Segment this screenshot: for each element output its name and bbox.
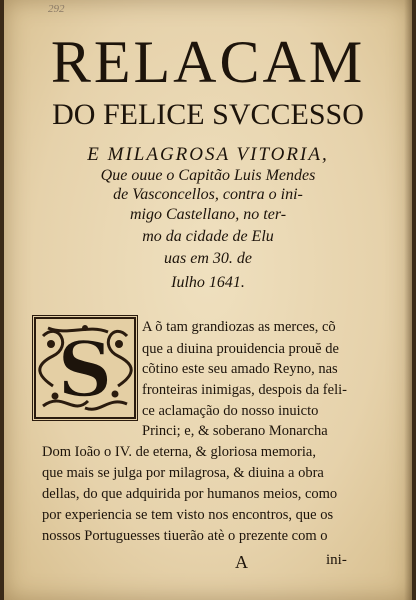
body-line: por experiencia se tem visto nos encontros, que os <box>42 507 334 523</box>
title-line-2: DO FELICE SVCCESSO <box>52 98 364 131</box>
body-line: Dom Ioão o IV. de eterna, & gloriosa memoria, <box>42 444 316 460</box>
body-line: nossos Portuguesses tiuerão atè o prezente com o <box>42 528 328 544</box>
catchword: ini- <box>326 552 347 568</box>
folio-number: 292 <box>48 3 65 15</box>
subtitle-line: mo da cidade de Elu <box>142 228 274 245</box>
subtitle-line: de Vasconcellos, contra o ini- <box>113 186 303 203</box>
body-line: dellas, do que adquirida por humanos meios, como <box>42 486 338 502</box>
subtitle-line: Iulho 1641. <box>171 274 245 291</box>
body-line: ce aclamação do nosso inuicto <box>142 403 319 419</box>
body-line: A õ tam grandiozas as merces, cõ <box>142 319 336 335</box>
decorated-initial <box>32 315 138 421</box>
body-line: cõtino este seu amado Reyno, nas <box>142 361 338 377</box>
subtitle-line: migo Castellano, no ter- <box>129 206 287 223</box>
body-line: que mais se julga por milagrosa, & diuina a obra <box>42 465 324 481</box>
subtitle-line: Que ouue o Capitão Luis Mendes <box>100 167 316 184</box>
signature-mark: A <box>235 552 248 572</box>
page-edge-shadow <box>404 0 412 600</box>
body-line: fronteiras inimigas, despois da feli- <box>142 382 347 398</box>
body-line: Princi; e, & soberano Monarcha <box>142 423 328 439</box>
body-line: que a diuina prouidencia prouĕ de <box>142 341 339 357</box>
svg-text:S: S <box>57 325 113 414</box>
document-page <box>4 0 412 600</box>
title-line-3: E MILAGROSA VITORIA, <box>87 144 329 165</box>
title-line-1: RELACAM <box>50 29 366 95</box>
subtitle-line: uas em 30. de <box>164 250 252 267</box>
ornament-icon <box>33 316 137 420</box>
